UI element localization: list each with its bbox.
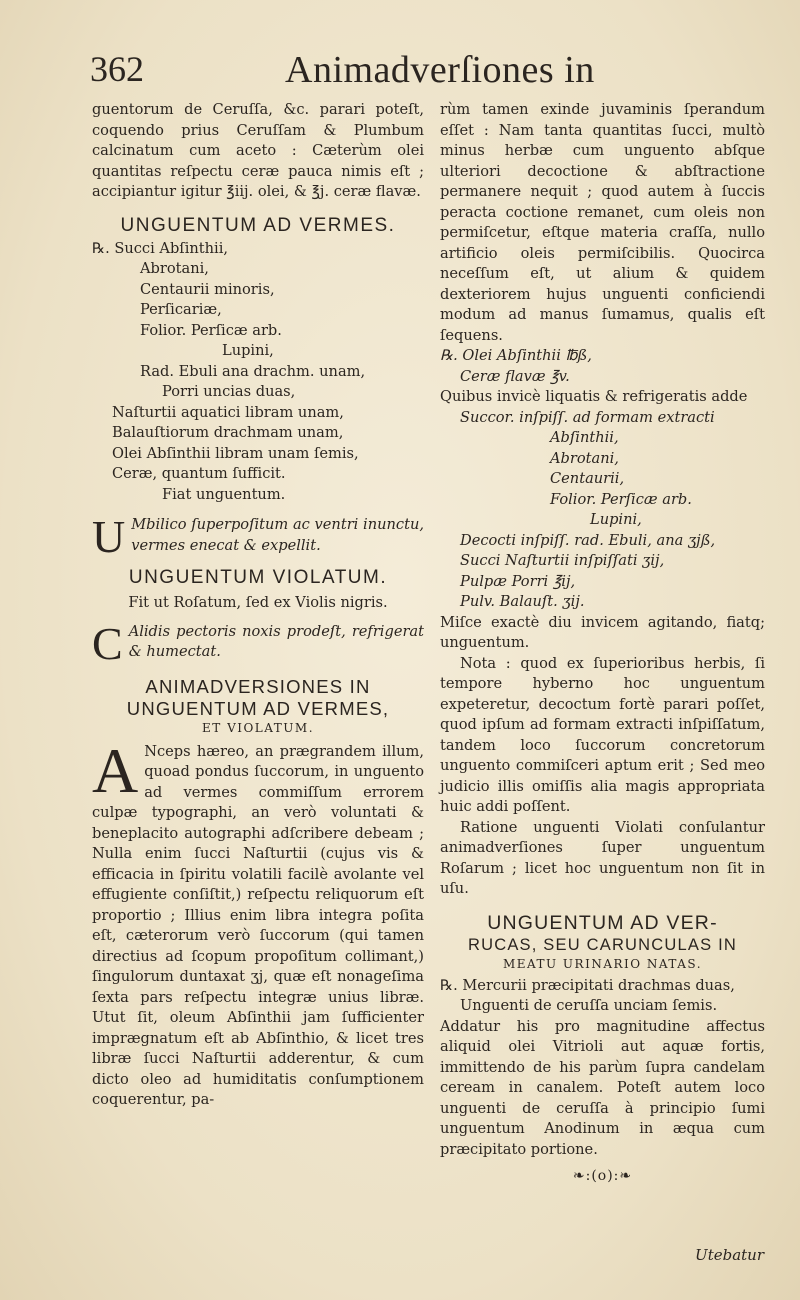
recipe-line: Perſicariæ, xyxy=(140,301,222,318)
page-header xyxy=(90,48,780,98)
drop-cap: C xyxy=(92,617,123,669)
paragraph: Addatur his pro magnitudine affectus aliquid olei Vitrioli aut aquæ fortis, immittendo de his parùm ſupra candelam ceream in canalem. Poteſt autem loco unguenti de ceruſſa à principio ſumi unguentum Anodinum in æqua cum præcipitato portione. xyxy=(440,1017,765,1158)
recipe-line: Pulpæ Porri ℥ij, xyxy=(460,572,576,590)
recipe-line: Lupini, xyxy=(222,342,274,359)
usage-text: Mbilico ſuperpoſitum ac ventri inunctu, vermes enecat & expellit. xyxy=(131,516,424,554)
recipe-line: ℞. Succi Abſinthii, xyxy=(92,239,228,257)
usage-note xyxy=(92,511,424,562)
recipe-line: Naſturtii aquatici libram unam, xyxy=(112,403,344,421)
recipe-line: Abſinthii, xyxy=(550,429,619,446)
recipe-line: Porri uncias duas, xyxy=(162,383,296,400)
recipe-line: Balauſtiorum drachmam unam, xyxy=(112,424,344,441)
recipe-line: Abrotani, xyxy=(140,260,209,277)
section-heading: UNGUENTUM AD VERMES. xyxy=(120,214,396,236)
recipe-line: Olei Abſinthii libram unam ſemis, xyxy=(112,444,359,462)
recipe-line: Fiat unguentum. xyxy=(162,485,286,503)
section-heading: RUCAS, SEU CARUNCULAS IN xyxy=(467,935,737,954)
recipe-line: Abrotani, xyxy=(550,449,619,467)
recipe-line: Quibus invicè liquatis & refrigeratis adde xyxy=(440,388,748,405)
drop-cap: U xyxy=(92,511,126,562)
recipe-line: Unguenti de ceruſſa unciam ſemis. xyxy=(460,997,718,1014)
page-number: 362 xyxy=(90,49,144,89)
recipe-line: Succi Naſturtii inſpiſſati ʒij, xyxy=(460,552,665,569)
section-heading: UNGUENTUM AD VERMES, xyxy=(126,697,390,719)
paragraph: Nota : quod ex ſuperioribus herbis, ſi tempore hyberno hoc unguentum expeteretur, decoctum fortè parari poſſet, quod ipſum ad formam extracti inſpiſſatum, tandem loco ſuccorum concretorum unguento commiſceri aptum erit ; Sed meo judicio illis omiſſis alia magis appropriata huic addi poſſent. xyxy=(440,654,765,815)
recipe-line: ℞. Mercurii præcipitati drachmas duas, xyxy=(440,976,735,994)
recipe-line: Ceræ flavæ ℥v. xyxy=(460,367,570,385)
section-heading: ANIMADVERSIONES IN xyxy=(145,675,371,697)
recipe-line: Lupini, xyxy=(590,511,642,528)
recipe-line: Centaurii minoris, xyxy=(140,280,275,298)
recipe-line: Ceræ, quantum ſufficit. xyxy=(112,465,286,482)
recipe-list xyxy=(92,239,424,506)
recipe-line: ℞. Olei Abſinthii ℔ß, xyxy=(440,347,592,364)
recipe-line: Folior. Perſicæ arb. xyxy=(140,321,282,339)
right-column xyxy=(440,100,765,1187)
paragraph: Nceps hæreo, an prægrandem illum, quoad pondus ſuccorum, in unguento ad vermes commiſſum errorem culpæ typographi, an verò voluntati & beneplacito autographi adſcribere debeam ; Nulla enim ſucci Naſturtii (cujus vis & efficacia in ſpiritu volatili facilè avolante vel effugiente conſiſtit,) reſpectu reliquorum eſt proportio ; Illius enim libra integra poſita eſt, cæterorum verò ſuccorum (qui tamen directius ad ſcopum propoſitum collimant,) ſingulorum duntaxat ʒj, quæ eſt nonageſima ſexta pars reſpectu integræ unius libræ. Utut ſit, oleum Abſinthii jam ſufficienter imprægnatum eſt ab Abſinthio, & licet tres libræ ſucci Naſturtii adderentur, & cum dicto oleo ad humiditatis conſumptionem coquerentur, pa- xyxy=(92,742,424,1108)
ornament-glyph: ❧:(o):❧ xyxy=(572,1168,633,1184)
section-subheading: MEATU URINARIO NATAS. xyxy=(502,956,703,971)
recipe-line: Succor. inſpiſſ. ad formam extracti xyxy=(460,408,715,426)
commentary xyxy=(92,734,424,1111)
recipe-line: Decocti inſpiſſ. rad. Ebuli, ana ʒjß, xyxy=(460,531,716,549)
drop-cap: A xyxy=(92,734,139,806)
left-column xyxy=(92,100,424,1111)
section-heading: UNGUENTUM AD VER- xyxy=(487,911,718,934)
section-subheading: ET VIOLATUM. xyxy=(201,720,315,735)
catchword: Utebatur xyxy=(695,1246,764,1264)
paragraph: Fit ut Roſatum, ſed ex Violis nigris. xyxy=(128,594,388,611)
usage-note xyxy=(92,617,424,669)
running-title: Animadverſiones in xyxy=(285,49,595,91)
recipe-line: Centaurii, xyxy=(550,470,625,487)
recipe-list xyxy=(440,346,765,613)
recipe-line: Rad. Ebuli ana drachm. unam, xyxy=(140,362,366,380)
paragraph: Ratione unguenti Violati conſulantur animadverſiones ſuper unguentum Roſarum ; licet hoc unguentum non ſit in uſu. xyxy=(440,818,765,897)
recipe-line: Pulv. Balauſt. ʒij. xyxy=(460,593,585,610)
paragraph: guentorum de Ceruſſa, &c. parari poteſt, coquendo prius Ceruſſam & Plumbum calcinatum cum aceto : Cæterùm olei quantitas reſpectu ceræ pauca nimis eſt ; accipiantur igitur ℥iij. olei, & ℥j. ceræ flavæ. xyxy=(92,101,424,200)
paragraph: rùm tamen exinde juvaminis ſperandum eſſet : Nam tanta quantitas ſucci, multò minus herbæ cum unguento abſque ulteriori decoctione & abſtractione permanere nequit ; quod autem à ſuccis peracta coctione remanet, cum oleis non permiſcetur, eſtque materia craſſa, nullo artificio oleis permiſcibilis. Quocirca neceſſum eſt, ut alium & quidem dexteriorem hujus unguenti conficiendi modum ad manus ſumamus, qualis eſt ſequens. xyxy=(440,101,765,344)
section-heading: UNGUENTUM VIOLATUM. xyxy=(128,567,388,588)
paragraph: Miſce exactè diu invicem agitando, fiatq; unguentum. xyxy=(440,613,765,651)
usage-text: Alidis pectoris noxis prodeſt, refrigerat & humectat. xyxy=(128,622,424,660)
recipe-line: Folior. Perſicæ arb. xyxy=(550,490,692,508)
